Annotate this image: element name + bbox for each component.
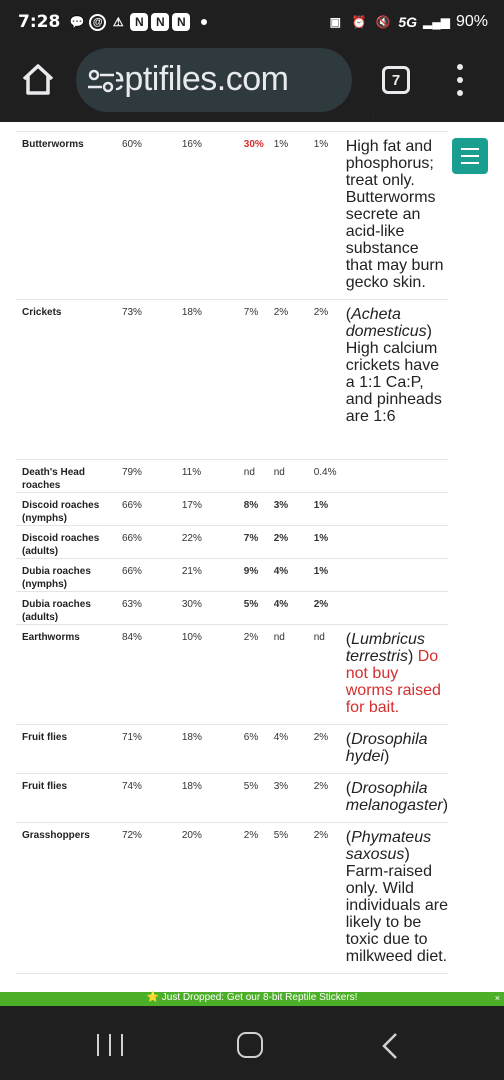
- table-row: [16, 106, 448, 132]
- recent-apps-icon[interactable]: [97, 1034, 123, 1056]
- water-cell: 60%: [118, 132, 182, 300]
- water-cell: 66%: [118, 493, 182, 526]
- note-cell: [342, 493, 448, 526]
- table-of-contents-button[interactable]: [452, 138, 488, 174]
- fat-cell: 5%: [244, 592, 274, 625]
- protein-cell: 20%: [182, 823, 244, 974]
- fat-cell: 2%: [244, 823, 274, 974]
- fiber-cell: nd: [274, 460, 314, 493]
- fiber-cell: 5%: [274, 823, 314, 974]
- table-row: [16, 592, 448, 625]
- fiber-cell: 2%: [274, 300, 314, 460]
- fiber-cell: 4%: [274, 592, 314, 625]
- fat-cell: 9%: [244, 559, 274, 592]
- notification-icons: [68, 13, 207, 31]
- table-row: [16, 132, 448, 300]
- threads-icon: @: [89, 14, 106, 31]
- fat-cell: 7%: [244, 526, 274, 559]
- table-row: [16, 774, 448, 823]
- table-row: [16, 300, 448, 460]
- note-cell: [342, 774, 448, 823]
- app-notification-icon: N: [172, 13, 190, 31]
- protein-cell: 30%: [182, 592, 244, 625]
- feeder-name: Fruit flies: [16, 725, 118, 774]
- battery-label: 90%: [455, 13, 488, 30]
- water-cell: 74%: [118, 774, 182, 823]
- close-icon[interactable]: ×: [494, 993, 500, 1003]
- ash-cell: 0.4%: [314, 460, 342, 493]
- fat-cell: 30%: [244, 132, 274, 300]
- note-cell: [342, 823, 448, 974]
- feeder-name: Crickets: [16, 300, 118, 460]
- table-row: [16, 823, 448, 974]
- feeder-name: Earthworms: [16, 625, 118, 725]
- fiber-cell: 4%: [274, 559, 314, 592]
- mute-icon: 🔇: [375, 15, 391, 29]
- fat-cell: nd: [244, 460, 274, 493]
- water-cell: 66%: [118, 526, 182, 559]
- water-cell: 71%: [118, 725, 182, 774]
- fiber-cell: 4%: [274, 725, 314, 774]
- clock: 7:28: [18, 12, 61, 32]
- table-row: [16, 460, 448, 493]
- feeder-name: Dubia roaches (adults): [16, 592, 118, 625]
- feeder-name: Grasshoppers: [16, 823, 118, 974]
- table-row: [16, 625, 448, 725]
- site-settings-icon[interactable]: [86, 68, 116, 94]
- feeder-name: Death's Head roaches: [16, 460, 118, 493]
- chat-icon: 💬: [69, 15, 85, 29]
- note-scientific-name: (Acheta domesticus): [345, 306, 432, 340]
- feeder-name: Discoid roaches (nymphs): [16, 493, 118, 526]
- scientific-name: Acheta domesticus: [345, 306, 427, 340]
- fiber-cell: 2%: [274, 526, 314, 559]
- table-row: [16, 559, 448, 592]
- water-cell: 73%: [118, 300, 182, 460]
- protein-cell: 21%: [182, 559, 244, 592]
- scientific-name: Phymateus saxosus: [345, 829, 432, 863]
- nfc-icon: ▣: [329, 15, 341, 29]
- note-cell: [342, 592, 448, 625]
- feeder-name: Dubia roaches (nymphs): [16, 559, 118, 592]
- protein-cell: 17%: [182, 493, 244, 526]
- protein-cell: 11%: [182, 460, 244, 493]
- web-page: [0, 106, 504, 992]
- fat-cell: 6%: [244, 725, 274, 774]
- android-nav-bar: [0, 1006, 504, 1080]
- protein-cell: 22%: [182, 526, 244, 559]
- fat-cell: 5%: [244, 774, 274, 823]
- water-cell: 63%: [118, 592, 182, 625]
- address-bar[interactable]: [76, 48, 352, 112]
- water-cell: 66%: [118, 559, 182, 592]
- back-icon[interactable]: [380, 1032, 402, 1060]
- status-bar: [0, 0, 504, 44]
- signal-icon: ▂▄▆: [423, 15, 450, 29]
- water-cell: 79%: [118, 460, 182, 493]
- note-text: Farm-raised only. Wild individuals are likely to be toxic due to milkweed diet.: [345, 863, 449, 965]
- table-row: [16, 725, 448, 774]
- note-scientific-name: (Lumbricus terrestris): [345, 631, 425, 665]
- fiber-cell: nd: [274, 625, 314, 725]
- protein-cell: 18%: [182, 300, 244, 460]
- note-cell: [342, 132, 448, 300]
- note-cell: [342, 559, 448, 592]
- tab-switcher-button[interactable]: 7: [382, 66, 410, 94]
- scientific-name: Drosophila hydei: [345, 731, 428, 765]
- promo-text: ⭐ Just Dropped: Get our 8-bit Reptile Stickers!: [146, 992, 358, 1003]
- note-cell: [342, 526, 448, 559]
- fiber-cell: 3%: [274, 493, 314, 526]
- system-icons: [326, 13, 488, 31]
- ash-cell: 2%: [314, 774, 342, 823]
- fat-cell: 7%: [244, 300, 274, 460]
- ash-cell: 1%: [314, 526, 342, 559]
- note-cell: [342, 625, 448, 725]
- feeder-name: Discoid roaches (adults): [16, 526, 118, 559]
- ash-cell: 1%: [314, 559, 342, 592]
- more-notifications-dot: [201, 19, 207, 25]
- partial-note: worms.: [342, 106, 448, 132]
- note-text: High calcium crickets have a 1:1 Ca:P, and pinheads are 1:6: [345, 340, 442, 425]
- home-button-icon[interactable]: [237, 1032, 263, 1058]
- ash-cell: 2%: [314, 725, 342, 774]
- app-notification-icon: N: [151, 13, 169, 31]
- note-scientific-name: (Drosophila melanogaster): [345, 780, 449, 814]
- scientific-name: Lumbricus terrestris: [345, 631, 425, 665]
- note-text: High fat and phosphorus; treat only. Butterworms secrete an acid-like substance that may burn gecko skin.: [345, 138, 444, 291]
- url-text: eptifiles.com: [106, 60, 289, 98]
- ash-cell: 1%: [314, 132, 342, 300]
- ash-cell: 2%: [314, 592, 342, 625]
- ash-cell: 2%: [314, 823, 342, 974]
- note-cell: [342, 460, 448, 493]
- note-cell: [342, 300, 448, 460]
- ash-cell: 2%: [314, 300, 342, 460]
- ash-cell: nd: [314, 625, 342, 725]
- fiber-cell: 1%: [274, 132, 314, 300]
- table-row: [16, 493, 448, 526]
- fat-cell: 8%: [244, 493, 274, 526]
- network-label: 5G: [398, 14, 417, 30]
- note-scientific-name: (Phymateus saxosus): [345, 829, 432, 863]
- protein-cell: 18%: [182, 774, 244, 823]
- note-cell: [342, 725, 448, 774]
- note-scientific-name: (Drosophila hydei): [345, 731, 428, 765]
- fat-cell: 2%: [244, 625, 274, 725]
- table-row: [16, 526, 448, 559]
- alarm-icon: ⏰: [351, 15, 367, 29]
- feeder-name: Fruit flies: [16, 774, 118, 823]
- scientific-name: Drosophila melanogaster: [345, 780, 443, 814]
- overflow-menu-icon[interactable]: [456, 64, 464, 96]
- water-cell: 84%: [118, 625, 182, 725]
- protein-cell: 16%: [182, 132, 244, 300]
- fiber-cell: 3%: [274, 774, 314, 823]
- promo-banner[interactable]: [0, 992, 504, 1006]
- protein-cell: 10%: [182, 625, 244, 725]
- app-notification-icon: N: [130, 13, 148, 31]
- ash-cell: 1%: [314, 493, 342, 526]
- water-cell: 72%: [118, 823, 182, 974]
- protein-cell: 18%: [182, 725, 244, 774]
- feeder-name: Butterworms: [16, 132, 118, 300]
- warning-note: Do not buy worms raised for bait.: [345, 648, 441, 716]
- feeder-nutrition-table: [16, 106, 448, 974]
- warning-icon: ⚠: [112, 15, 124, 29]
- home-icon[interactable]: [20, 62, 56, 98]
